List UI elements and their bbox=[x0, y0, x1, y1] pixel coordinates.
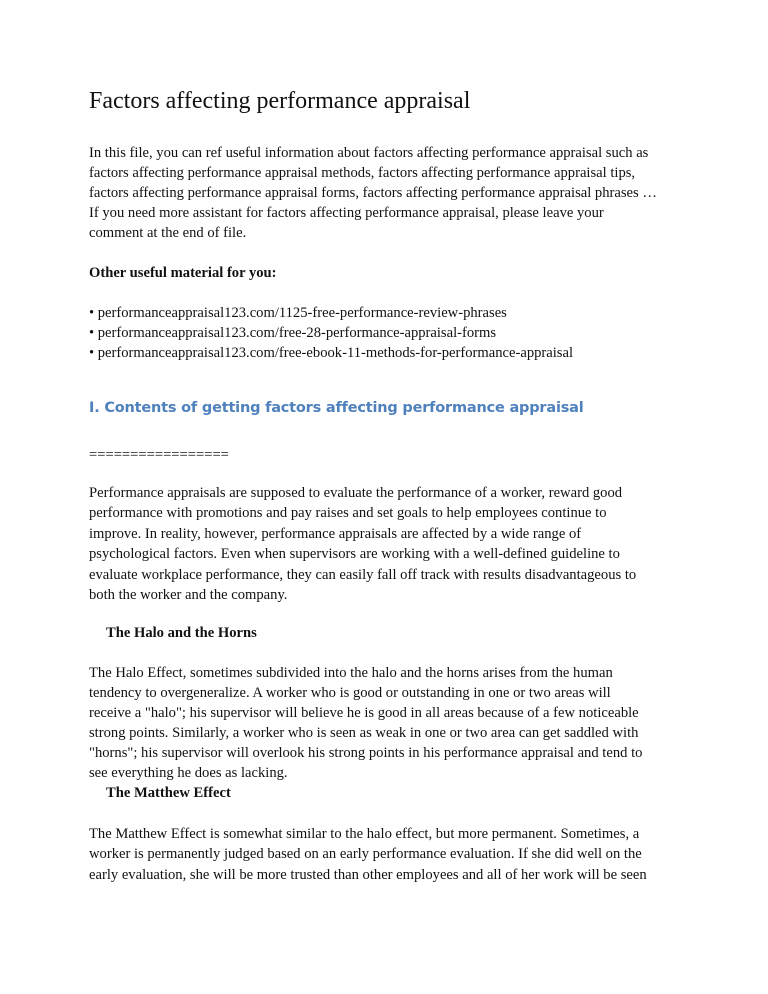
body-line: performance with promotions and pay raises and set goals to help employees continue to bbox=[89, 505, 607, 521]
intro-line: In this file, you can ref useful information about factors affecting performance appraisal such as bbox=[89, 145, 649, 161]
body-line: The Halo Effect, sometimes subdivided into the halo and the horns arises from the human bbox=[89, 665, 613, 681]
document-title: Factors affecting performance appraisal bbox=[89, 88, 471, 114]
intro-line: If you need more assistant for factors affecting performance appraisal, please leave your bbox=[89, 205, 604, 221]
body-line: early evaluation, she will be more trusted than other employees and all of her work will be seen bbox=[89, 867, 647, 883]
body-line: both the worker and the company. bbox=[89, 587, 288, 603]
other-material-label: Other useful material for you: bbox=[89, 265, 277, 281]
body-line: receive a "halo"; his supervisor will believe he is good in all areas because of a few noticeable bbox=[89, 705, 639, 721]
intro-line: factors affecting performance appraisal methods, factors affecting performance appraisal tips, bbox=[89, 165, 636, 181]
intro-line: comment at the end of file. bbox=[89, 225, 247, 241]
halo-heading: The Halo and the Horns bbox=[106, 625, 257, 641]
intro-line: factors affecting performance appraisal forms, factors affecting performance appraisal phrases … bbox=[89, 185, 657, 201]
body-line: strong points. Similarly, a worker who is seen as weak in one or two area can get saddled with bbox=[89, 725, 639, 741]
body-line: worker is permanently judged based on an early performance evaluation. If she did well on the bbox=[89, 846, 642, 862]
body-line: see everything he does as lacking. bbox=[89, 765, 288, 781]
matthew-heading: The Matthew Effect bbox=[106, 785, 231, 801]
link-item[interactable]: • performanceappraisal123.com/free-ebook-11-methods-for-performance-appraisal bbox=[89, 345, 574, 361]
body-line: improve. In reality, however, performance appraisals are affected by a wide range of bbox=[89, 526, 582, 542]
link-item[interactable]: • performanceappraisal123.com/free-28-performance-appraisal-forms bbox=[89, 325, 497, 341]
body-line: Performance appraisals are supposed to evaluate the performance of a worker, reward good bbox=[89, 485, 623, 501]
link-item[interactable]: • performanceappraisal123.com/1125-free-performance-review-phrases bbox=[89, 305, 507, 321]
body-line: evaluate workplace performance, they can easily fall off track with results disadvantageous to bbox=[89, 567, 637, 583]
body-line: "horns"; his supervisor will overlook his strong points in his performance appraisal and tend to bbox=[89, 745, 643, 761]
body-line: The Matthew Effect is somewhat similar to the halo effect, but more permanent. Sometimes, a bbox=[89, 826, 640, 842]
separator: ================= bbox=[89, 447, 229, 463]
section-heading: I. Contents of getting factors affecting performance appraisal bbox=[89, 400, 584, 416]
body-line: psychological factors. Even when supervisors are working with a well-defined guideline to bbox=[89, 546, 620, 562]
body-line: tendency to overgeneralize. A worker who is good or outstanding in one or two areas will bbox=[89, 685, 611, 701]
